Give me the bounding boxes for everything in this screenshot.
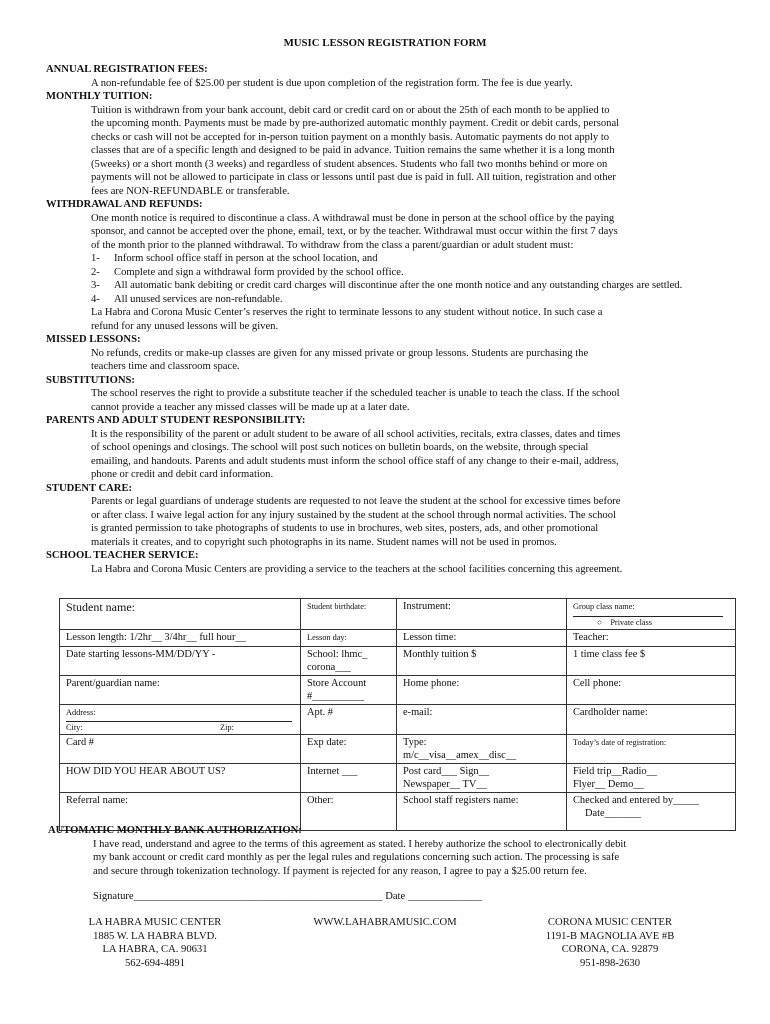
lesson-day-field[interactable]: [301, 630, 397, 647]
step-number: 1-: [91, 253, 100, 264]
withdrawal-step: [91, 252, 728, 266]
date-starting-field[interactable]: [60, 647, 301, 676]
parents-line: emailing, and handouts. Parents and adult students must inform the school office staff of any change to their e-mail, address,: [91, 455, 619, 467]
card-number-field[interactable]: [60, 735, 301, 764]
annual-text: A non-refundable fee of $25.00 per student is due upon completion of the registration form. The fee is due yearly.: [91, 77, 573, 89]
step-text: All unused services are non-refundable.: [114, 293, 283, 305]
step-text: Complete and sign a withdrawal form provided by the school office.: [114, 266, 404, 278]
monthly-line: fees are NON-REFUNDABLE or transferable.: [91, 185, 290, 197]
withdrawal-line: One month notice is required to discontinue a class. A withdrawal must be done in person at the school office by the paying: [91, 212, 615, 224]
auth-line: my bank account or credit card monthly as per the legal rules and regulations concerning such action. The processing is safe: [93, 852, 620, 863]
step-text: Inform school office staff in person at the school location, and: [114, 253, 378, 264]
cardholder-field[interactable]: [567, 705, 736, 735]
internet-option[interactable]: [301, 764, 397, 793]
exp-date-label: Exp date:: [307, 737, 347, 748]
today-date-field[interactable]: [567, 735, 736, 764]
apt-field[interactable]: [301, 705, 397, 735]
cardholder-label: Cardholder name:: [573, 707, 648, 718]
monthly-line: payments will not be allowed to participate in class or lessons until past due is paid in full. All tuition, registration and other: [91, 172, 616, 183]
time-class-fee-field[interactable]: [567, 647, 736, 676]
step-number: 2-: [91, 266, 100, 278]
staff-name-label: School staff registers name:: [403, 795, 519, 806]
section-heading-parents: PARENTS AND ADULT STUDENT RESPONSIBILITY:: [46, 415, 306, 426]
time-class-fee-label: 1 time class fee $: [573, 649, 646, 660]
teacher-line: La Habra and Corona Music Centers are providing a service to the teachers at the school facilities concerning this agreement.: [91, 563, 623, 575]
monthly-line: the upcoming month. Payments must be made by pre-authorized automatic monthly payment. Credit or debit cards, personal: [91, 118, 620, 129]
birthdate-label: Student birthdate:: [307, 602, 367, 611]
corona-name: CORONA MUSIC CENTER: [547, 917, 673, 928]
store-account-field[interactable]: [301, 676, 397, 705]
auth-line: and secure through tokenization technology. If payment is rejected for any reason, I agree to pay a $25.00 return fee.: [93, 865, 587, 877]
care-line: or after class. I waive legal action for any injury sustained by the student at the school through normal activities. The school: [91, 509, 616, 521]
parents-line: of school openings and closings. The school will post such notices on bulletin boards, on the website, through special: [91, 442, 589, 453]
apt-label: Apt. #: [307, 707, 333, 718]
step-number: 3-: [91, 280, 100, 291]
monthly-tuition-field[interactable]: [397, 647, 567, 676]
la-habra-city: LA HABRA, CA. 90631: [102, 944, 208, 955]
section-heading-teacher: SCHOOL TEACHER SERVICE:: [46, 550, 199, 561]
student-name-label: Student name:: [66, 600, 135, 614]
student-name-field[interactable]: [60, 599, 301, 630]
card-type-options: m/c__visa__amex__disc__: [403, 749, 517, 761]
email-label: e-mail:: [403, 707, 433, 718]
instrument-field[interactable]: [397, 599, 567, 630]
la-habra-name: LA HABRA MUSIC CENTER: [88, 917, 222, 928]
withdrawal-step: [91, 293, 728, 307]
field-trip-radio-label: Field trip__Radio__: [573, 766, 657, 777]
private-class-label: Private class: [610, 618, 653, 627]
la-habra-address: [60, 916, 250, 970]
private-class-option[interactable]: [573, 617, 731, 628]
store-account-label: Store Account: [307, 678, 367, 689]
card-number-label: Card #: [66, 737, 94, 748]
home-phone-label: Home phone:: [403, 678, 460, 689]
internet-label: Internet ___: [307, 766, 358, 777]
lesson-length-label: Lesson length: 1/2hr__ 3/4hr__ full hour__: [66, 632, 246, 643]
newspaper-tv-label: Newspaper__ TV__: [403, 778, 487, 790]
care-line: is granted permission to take photographs of students to use in brochures, web sites, posters, ads, and other promotional: [91, 523, 599, 534]
bank-authorization: [48, 824, 738, 904]
media-options[interactable]: [397, 764, 567, 793]
corona-street: 1191-B MAGNOLIA AVE #B: [545, 930, 675, 942]
parents-line: It is the responsibility of the parent or adult student to be aware of all school activities, recitals, extra classes, dates and times: [91, 428, 621, 440]
school-option: corona___: [307, 661, 351, 673]
monthly-tuition-label: Monthly tuition $: [403, 649, 477, 660]
section-heading-substitutions: SUBSTITUTIONS:: [46, 374, 135, 386]
auth-line: I have read, understand and agree to the terms of this agreement as stated. I hereby authorize the school to electronically debit: [93, 838, 627, 850]
website-link[interactable]: WWW.LAHABRAMUSIC.COM: [313, 917, 457, 928]
group-class-field[interactable]: [567, 599, 736, 630]
lesson-day-label: Lesson day:: [307, 633, 347, 642]
birthdate-field[interactable]: [301, 599, 397, 630]
address-label: Address:: [66, 708, 96, 717]
parent-name-field[interactable]: [60, 676, 301, 705]
exp-date-field[interactable]: [301, 735, 397, 764]
missed-line: No refunds, credits or make-up classes are given for any missed private or group lessons. Students are purchasing the: [91, 347, 589, 359]
hear-about-us-label: HOW DID YOU HEAR ABOUT US?: [66, 766, 226, 777]
group-class-label: Group class name:: [573, 602, 635, 611]
missed-line: teachers time and classroom space.: [91, 361, 240, 372]
section-heading-monthly: MONTHLY TUITION:: [46, 91, 153, 102]
corona-phone: 951-898-2630: [579, 957, 641, 969]
subs-line: The school reserves the right to provide a substitute teacher if the scheduled teacher is unable to teach the class. If the school: [91, 388, 620, 399]
monthly-line: Tuition is withdrawn from your bank account, debit card or credit card on or about the 25th of each month to be applied to: [91, 104, 610, 116]
teacher-field[interactable]: [567, 630, 736, 647]
checked-by-label: Checked and entered by_____: [573, 795, 700, 806]
today-date-label: Today’s date of registration:: [573, 738, 667, 747]
city-zip-row: [66, 722, 296, 733]
corona-city: CORONA, CA. 92879: [561, 944, 659, 955]
la-habra-street: 1885 W. LA HABRA BLVD.: [93, 930, 217, 942]
city-label: City:: [66, 723, 83, 732]
event-options[interactable]: [567, 764, 736, 793]
section-heading-withdrawal: WITHDRAWAL AND REFUNDS:: [46, 199, 203, 210]
parents-line: phone or credit and debit card information.: [91, 469, 274, 480]
parent-name-label: Parent/guardian name:: [66, 678, 160, 689]
section-heading-care: STUDENT CARE:: [46, 482, 133, 494]
post-card-sign-label: Post card___ Sign__: [403, 766, 490, 777]
step-text: All automatic bank debiting or credit card charges will discontinue after the one month notice and any outstanding charges are settled.: [114, 280, 683, 291]
care-line: Parents or legal guardians of underage students are requested to not leave the student at the school for excessive times before: [91, 496, 621, 507]
corona-address: [515, 916, 705, 970]
instrument-label: Instrument:: [403, 601, 451, 612]
withdrawal-step: [91, 279, 728, 293]
lesson-length-field[interactable]: [60, 630, 301, 647]
date-starting-label: Date starting lessons-MM/DD/YY -: [66, 649, 216, 660]
withdrawal-line: sponsor, and cannot be accepted over the phone, email, text, or by the teacher. Withdrawal must occur within the first 7 days: [91, 226, 618, 237]
store-account-number: #__________: [307, 690, 365, 702]
signature-line[interactable]: Signature_______________________________________________ Date ______________: [93, 891, 483, 902]
monthly-line: checks or cash will not be accepted for in-person tuition payment on a monthly basis. Automatic payments do not apply to: [91, 131, 610, 143]
lesson-time-field[interactable]: [397, 630, 567, 647]
care-line: materials it creates, and to copyright such photographs in its name. Student names will not be used in promos.: [91, 536, 557, 548]
section-heading-missed: MISSED LESSONS:: [46, 334, 141, 345]
cell-phone-field[interactable]: [567, 676, 736, 705]
page-title: MUSIC LESSON REGISTRATION FORM: [283, 37, 487, 49]
withdrawal-line: of the month prior to the planned withdrawal. To withdraw from the class a parent/guardian or adult student must:: [91, 239, 574, 251]
school-label: School: lhmc_: [307, 649, 368, 660]
withdrawal-after-line: La Habra and Corona Music Center’s reserves the right to terminate lessons to any student without notice. In such case a: [91, 307, 603, 318]
address-field[interactable]: [60, 705, 301, 735]
school-field[interactable]: [301, 647, 397, 676]
zip-label: Zip:: [220, 723, 234, 732]
card-type-field[interactable]: [397, 735, 567, 764]
la-habra-phone: 562-694-4891: [124, 957, 186, 969]
subs-line: cannot provide a teacher any missed classes will be made up at a later date.: [91, 401, 410, 413]
card-type-label: Type:: [403, 737, 427, 748]
radio-circle-icon[interactable]: ○: [597, 618, 603, 627]
flyer-demo-label: Flyer__ Demo__: [573, 778, 644, 790]
cell-phone-label: Cell phone:: [573, 678, 622, 689]
policy-sections: [46, 63, 728, 576]
monthly-line: (5weeks) or a short month (3 weeks) and regardless of student absences. Students who fall two months behind or more on: [91, 158, 608, 170]
checked-date-label: Date_______: [585, 807, 641, 819]
other-label: Other:: [307, 795, 334, 806]
registration-table: [59, 598, 736, 831]
monthly-line: classes that are of a specific length and designed to be paid in advance. Tuition remains the same whether it is a long month: [91, 145, 615, 156]
hear-about-us-field: [60, 764, 301, 793]
auth-heading: AUTOMATIC MONTHLY BANK AUTHORIZATION:: [48, 825, 302, 836]
email-field[interactable]: [397, 705, 567, 735]
referral-label: Referral name:: [66, 795, 129, 806]
lesson-time-label: Lesson time:: [403, 632, 457, 643]
teacher-label: Teacher:: [573, 632, 609, 643]
withdrawal-step: [91, 266, 728, 280]
step-number: 4-: [91, 293, 100, 305]
withdrawal-after-line: refund for any unused lessons will be given.: [91, 320, 279, 332]
section-heading-annual: ANNUAL REGISTRATION FEES:: [46, 64, 208, 75]
home-phone-field[interactable]: [397, 676, 567, 705]
